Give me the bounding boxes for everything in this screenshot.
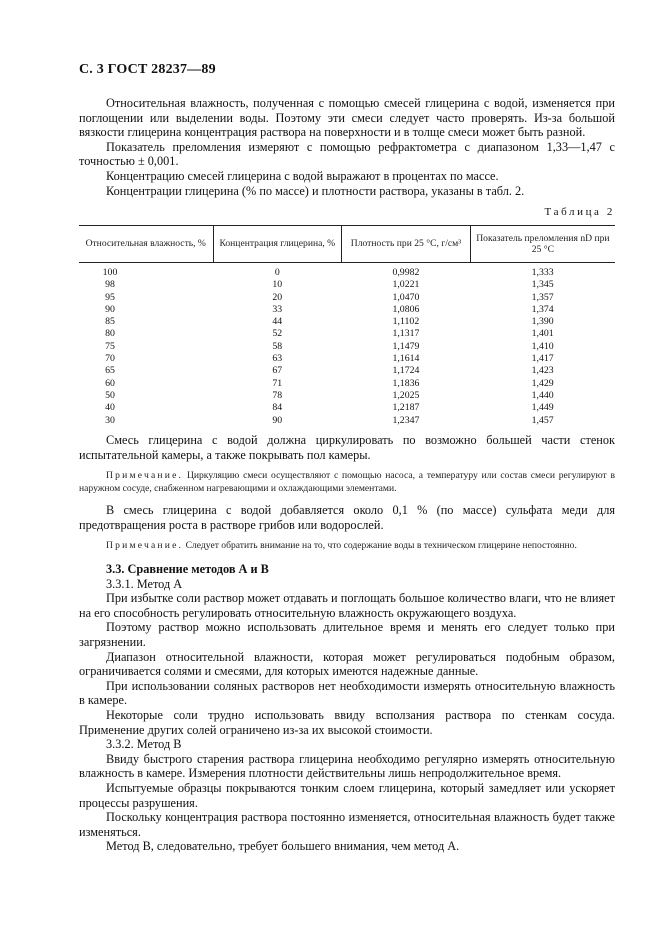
paragraph: При избытке соли раствор может отдавать и поглощать большое количество влаги, что не влияет на его способность регулировать относительную влажность окружающего воздуха. <box>79 591 615 620</box>
table-cell: 1,1614 <box>392 353 420 365</box>
table-cell: 33 <box>272 303 283 315</box>
table-cell: 30 <box>105 414 115 426</box>
table-row <box>79 292 615 304</box>
table-cell: 1,345 <box>531 279 554 291</box>
table-cell: 1,2187 <box>392 402 420 414</box>
data-table <box>79 225 615 427</box>
subsection-heading: 3.3.1. Метод А <box>106 576 183 591</box>
paragraph: Поскольку концентрация раствора постоянно изменяется, относительная влажность будет также изменяться. <box>79 810 615 839</box>
table-cell: 80 <box>105 328 115 340</box>
header-refraction: Показатель преломления nD при 25 °С <box>470 226 615 263</box>
paragraph: Смесь глицерина с водой должна циркулировать по возможно большей части стенок испытательной камеры, а также покрывать пол камеры. <box>79 433 615 462</box>
table-cell: 75 <box>105 340 115 352</box>
table-cell: 58 <box>272 340 283 352</box>
table-row <box>79 378 615 390</box>
paragraph: Показатель преломления измеряют с помощью рефрактометра с диапазоном 1,33—1,47 с точностью ± 0,001. <box>79 139 615 169</box>
paragraph: В смесь глицерина с водой добавляется около 0,1 % (по массе) сульфата меди для предотвращения роста в растворе грибов или водорослей. <box>79 503 615 532</box>
table-row <box>79 328 615 340</box>
table-cell: 90 <box>272 414 283 426</box>
table-cell: 1,1836 <box>392 377 420 389</box>
table-cell: 1,440 <box>531 389 554 401</box>
paragraph: Концентрации глицерина (% по массе) и плотности раствора, указаны в табл. 2. <box>106 183 525 198</box>
table-cell: 1,1317 <box>392 328 420 340</box>
section-3-3 <box>79 562 615 854</box>
table-cell: 84 <box>272 402 283 414</box>
table-cell: 1,2025 <box>392 389 420 401</box>
table-cell: 1,2347 <box>392 414 420 426</box>
table-cell: 78 <box>272 389 283 401</box>
header-density: Плотность при 25 °С, г/см³ <box>342 226 471 263</box>
table-cell: 1,374 <box>531 303 554 315</box>
subsection-heading: 3.3.2. Метод В <box>106 737 182 752</box>
table-cell: 1,429 <box>531 377 554 389</box>
table-cell: 85 <box>105 316 115 328</box>
table-cell: 95 <box>105 291 115 303</box>
table-cell: 1,1479 <box>392 340 420 352</box>
table-header-row <box>79 226 615 263</box>
table-row <box>79 316 615 328</box>
section-heading: 3.3. Сравнение методов А и В <box>106 562 269 576</box>
table-cell: 67 <box>272 365 283 377</box>
table-cell: 1,357 <box>531 291 554 303</box>
table-body <box>79 263 615 427</box>
table-row <box>79 341 615 353</box>
table-cell: 1,457 <box>531 414 554 426</box>
table-row <box>79 304 615 316</box>
paragraph: Диапазон относительной влажности, которая может регулироваться подобным образом, ограничивается солями и смесями, для которых имеются надежные данные. <box>79 649 615 679</box>
after-table-block <box>79 433 615 553</box>
table-cell: 52 <box>272 328 283 340</box>
note-label: Примечание. <box>106 470 184 482</box>
table-cell: 63 <box>272 353 283 365</box>
table-row <box>79 263 615 280</box>
table-row <box>79 365 615 377</box>
table-cell: 50 <box>105 389 115 401</box>
table-row <box>79 415 615 427</box>
table-cell: 1,333 <box>531 267 554 278</box>
table-cell: 1,401 <box>531 328 554 340</box>
table-cell: 1,1102 <box>392 316 420 328</box>
header-humidity: Относительная влажность, % <box>79 226 213 263</box>
table-cell: 98 <box>105 279 115 291</box>
table-row <box>79 353 615 365</box>
note <box>79 540 615 552</box>
paragraph: Метод В, следовательно, требует большего внимания, чем метод А. <box>106 839 460 854</box>
note-text: Следует обратить внимание на то, что содержание воды в техническом глицерине непостоянно. <box>185 540 577 552</box>
paragraph: Ввиду быстрого старения раствора глицерина необходимо регулярно измерять относительную влажность в камере. Измерения плотности действительны лишь непродолжительное время. <box>79 751 615 781</box>
table-cell: 1,410 <box>531 340 554 352</box>
header-concentration: Концентрация глицерина, % <box>213 226 342 263</box>
table-cell: 44 <box>272 316 283 328</box>
intro-block <box>79 96 615 198</box>
paragraph: Испытуемые образцы покрываются тонким слоем глицерина, который замедляет или ускоряет процессы разрушения. <box>79 780 615 810</box>
table-cell: 65 <box>105 365 115 377</box>
table-row <box>79 279 615 291</box>
table-cell: 0,9982 <box>392 267 420 278</box>
table-cell: 60 <box>105 377 115 389</box>
table-cell: 1,0806 <box>392 303 420 315</box>
table-cell: 1,390 <box>531 316 554 328</box>
table-cell: 40 <box>105 402 115 414</box>
table-cell: 1,417 <box>531 353 554 365</box>
note-label: Примечание. <box>106 540 184 552</box>
paragraph: Поэтому раствор можно использовать длительное время и менять его следует только при загрязнении. <box>79 620 615 649</box>
table-cell: 1,423 <box>531 365 554 377</box>
table-cell: 71 <box>272 377 283 389</box>
paragraph: Концентрацию смесей глицерина с водой выражают в процентах по массе. <box>106 168 499 183</box>
page-header: С. 3 ГОСТ 28237—89 <box>79 62 216 77</box>
table-cell: 1,0470 <box>392 291 420 303</box>
paragraph: Некоторые соли трудно использовать ввиду всползания раствора по стенкам сосуда. Применение других солей ограничено из-за их высокой стоимости. <box>79 707 615 737</box>
table-cell: 1,449 <box>531 402 554 414</box>
note-text: Циркуляцию смеси осуществляют с помощью насоса, а температуру или состав смеси регулируют в наружном сосуде, снабженном нагревающими и охлаждающими элементами. <box>79 470 615 494</box>
paragraph: При использовании соляных растворов нет необходимости измерять относительную влажность в камере. <box>79 678 615 708</box>
table-cell: 1,0221 <box>392 279 420 291</box>
table-label: Таблица 2 <box>544 206 615 218</box>
table-cell: 1,1724 <box>392 365 420 377</box>
table-row <box>79 390 615 402</box>
table-cell: 10 <box>272 279 283 291</box>
note <box>79 470 615 495</box>
table-cell: 100 <box>102 267 118 278</box>
table-cell: 90 <box>105 303 115 315</box>
paragraph: Относительная влажность, полученная с помощью смесей глицерина с водой, изменяется при поглощении или выделении воды. Поэтому эти смеси следует часто проверять. Из-за большой вязкости глицерина концентрация раствора на поверхности и в толще смеси может быть разной. <box>79 96 615 140</box>
table-cell: 70 <box>105 353 115 365</box>
table-row <box>79 402 615 414</box>
table-cell: 20 <box>272 291 283 303</box>
table-cell: 0 <box>274 267 280 278</box>
